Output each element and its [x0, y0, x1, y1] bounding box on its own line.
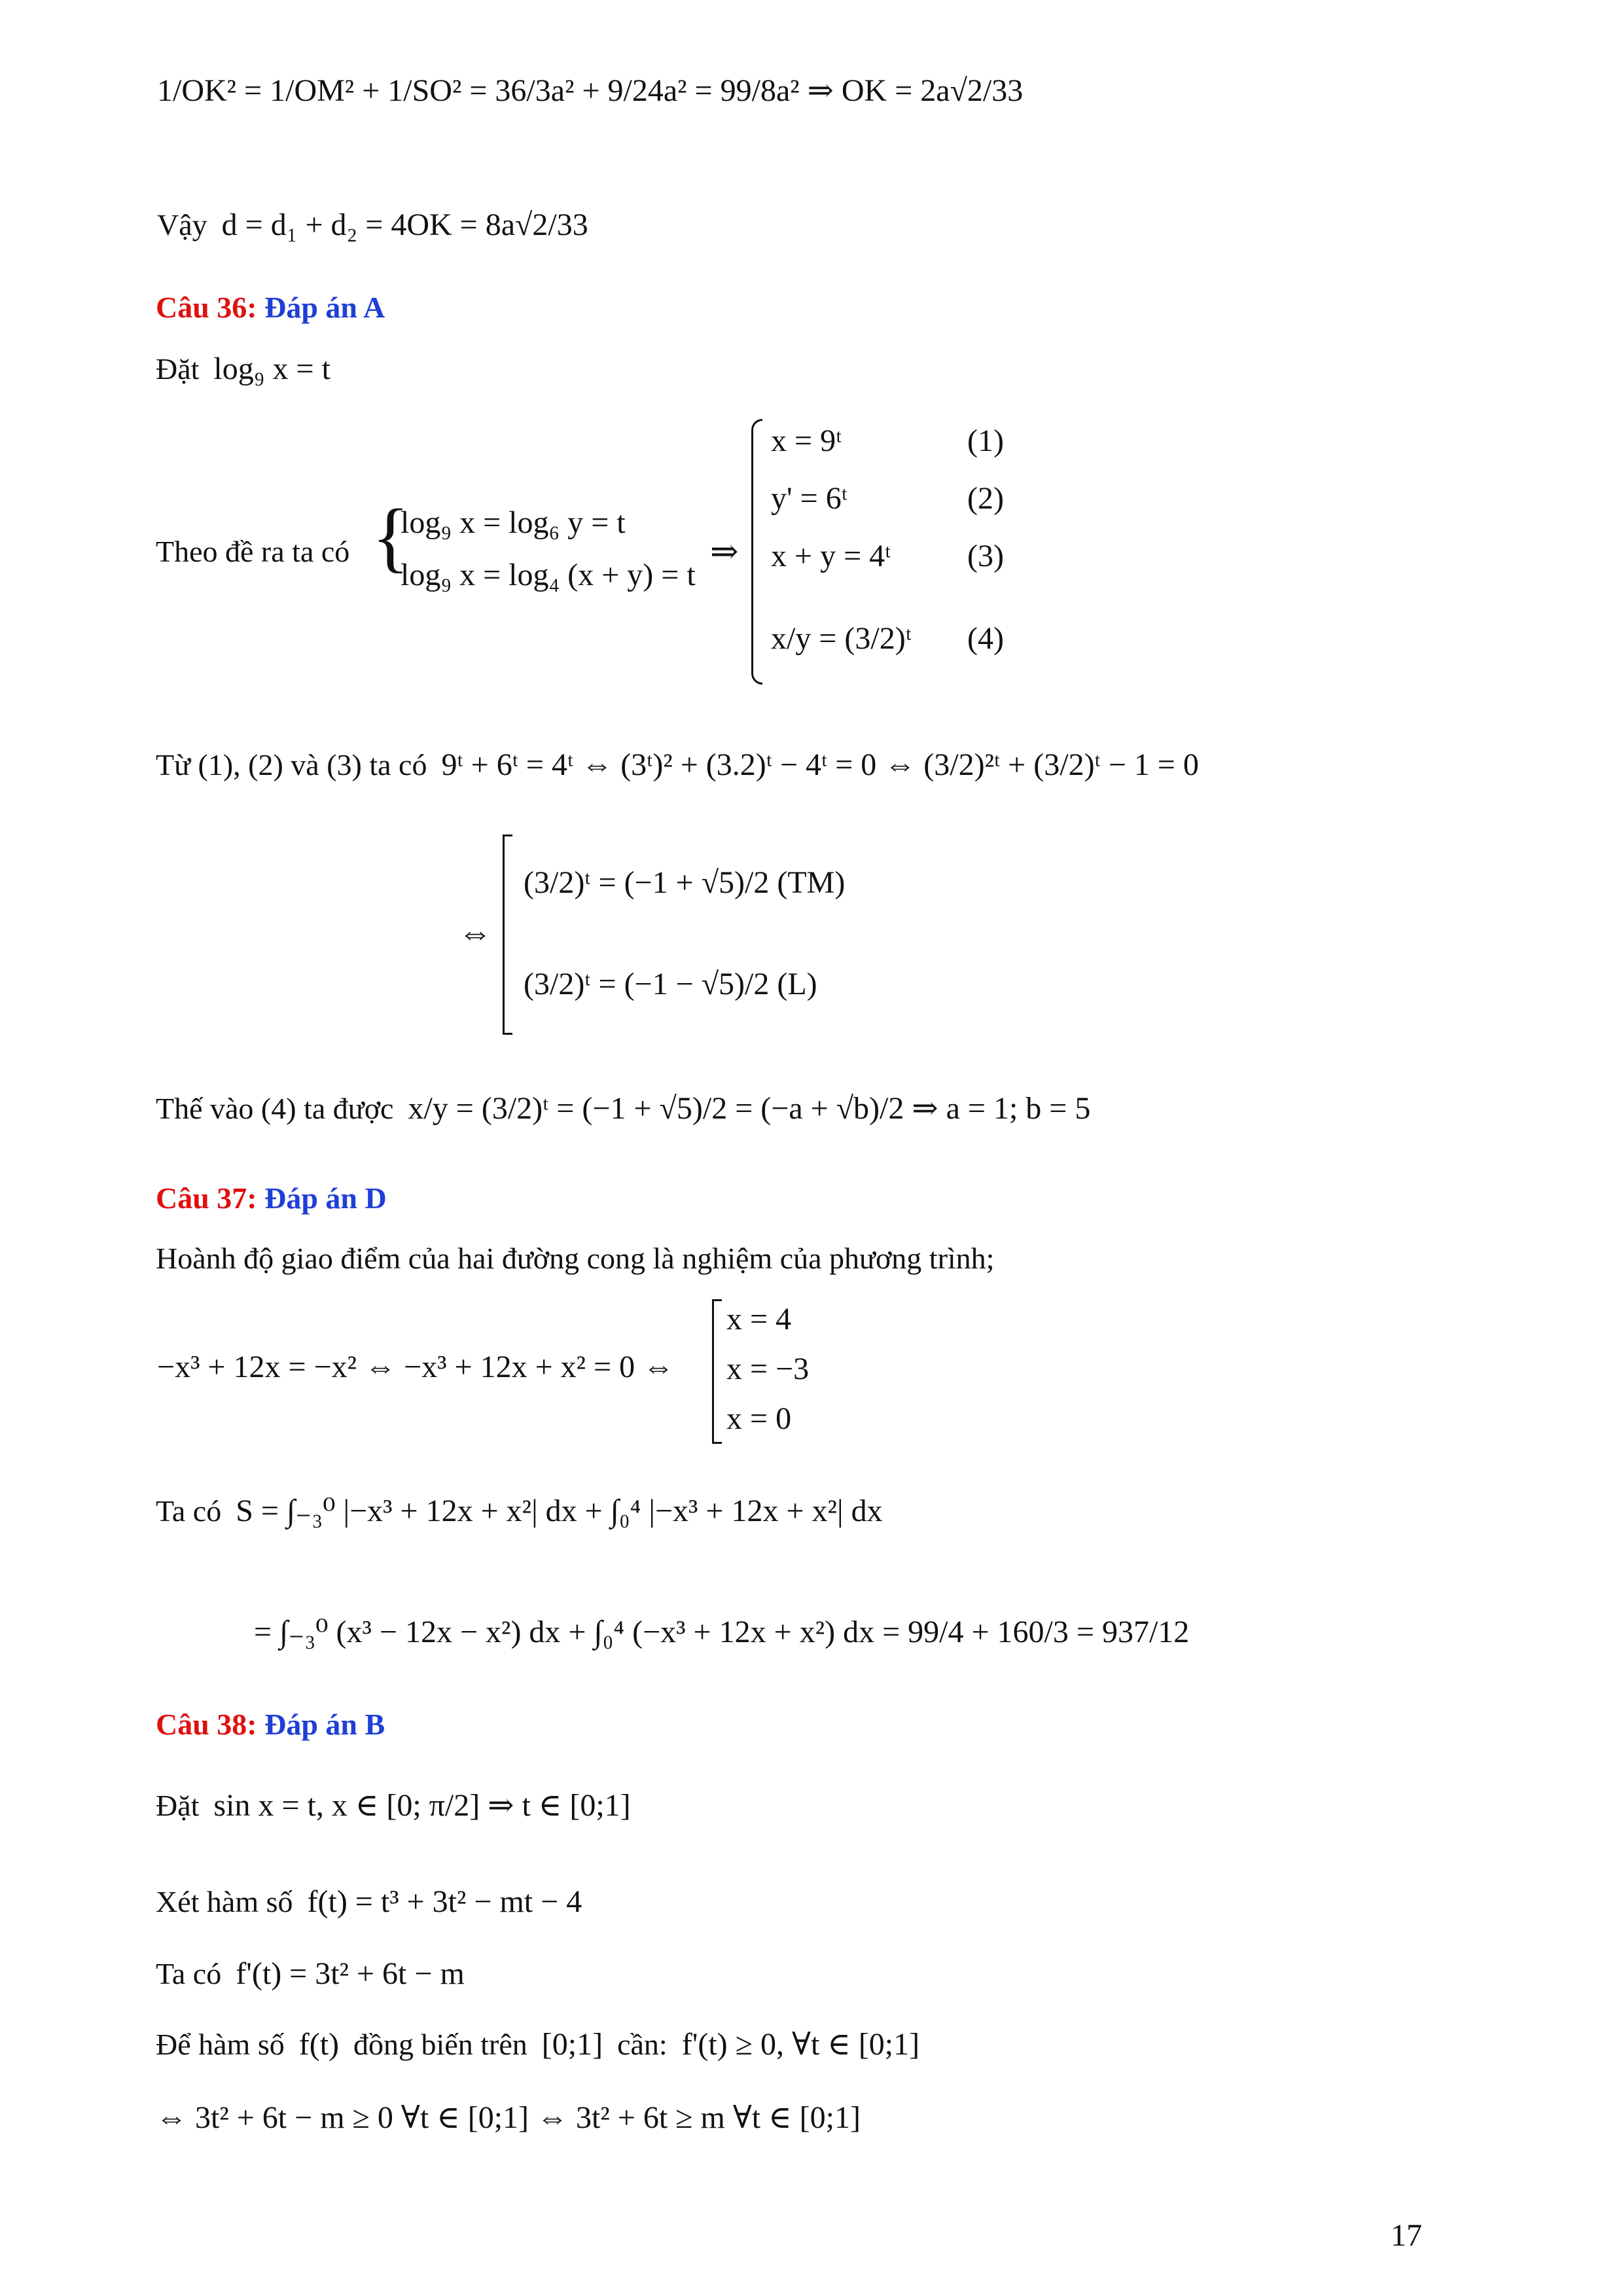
set-log-line [156, 353, 330, 385]
tu-line [156, 749, 1199, 781]
final-equivalence: ⇔ 3t² + 6t − m ≥ 0 ∀t ∈ [0;1] ⇔ 3t² + 6t ≥ m ∀t ∈ [0;1] [156, 2100, 861, 2135]
sys-left-2: log₉ x = log₄ (x + y) = t [401, 558, 696, 592]
q37-intro: Hoành độ giao điểm của hai đường cong là nghiệm của phương trình; [156, 1242, 995, 1275]
derivative-line [156, 1958, 465, 1990]
de-interval: [0;1] [541, 2027, 603, 2062]
set-prefix: Đặt [156, 352, 200, 386]
right-brace [751, 419, 762, 685]
area-line-1 [156, 1496, 883, 1527]
roots-bracket [712, 1299, 722, 1444]
label-1: (1) [967, 423, 1004, 458]
sys-right-1: x = 9ᵗ [771, 423, 842, 458]
derivative-math: f'(t) = 3t² + 6t − m [236, 1956, 465, 1991]
answer-label: Đáp án B [264, 1708, 385, 1741]
de-prefix: Để hàm số [156, 2028, 285, 2061]
sys-right-3: x + y = 4ᵗ [771, 539, 891, 573]
xet-prefix: Xét hàm số [156, 1885, 293, 1918]
conclusion-prefix: Vậy [157, 208, 207, 242]
root-1: x = 4 [726, 1302, 792, 1336]
area-integral-1: S = ∫₋₃⁰ |−x³ + 12x + x²| dx + ∫₀⁴ |−x³ + 12x + x²| dx [236, 1494, 883, 1528]
equiv-arrow: ⇔ [458, 914, 492, 952]
heading-cau-38 [156, 1710, 385, 1740]
conclusion-line [157, 209, 588, 241]
the-line [156, 1093, 1090, 1124]
page-number: 17 [1391, 2218, 1422, 2253]
condition-line [156, 2029, 919, 2060]
set-math: log₉ x = t [213, 351, 330, 386]
sys-right-4: x/y = (3/2)ᵗ [771, 621, 912, 656]
xet-math: f(t) = t³ + 3t² − mt − 4 [307, 1884, 582, 1919]
tu-prefix: Từ (1), (2) và (3) ta có [156, 748, 427, 781]
xet-line [156, 1886, 582, 1918]
de-condition: f'(t) ≥ 0, ∀t ∈ [0;1] [681, 2027, 920, 2062]
taco-prefix: Ta có [156, 1957, 222, 1990]
area-integral-2: = ∫₋₃⁰ (x³ − 12x − x²) dx + ∫₀⁴ (−x³ + 12x + x²) dx = 99/4 + 160/3 = 937/12 [254, 1615, 1190, 1649]
question-number: Câu 36: [156, 291, 257, 324]
the-prefix: Thế vào (4) ta được [156, 1092, 394, 1125]
q37-equation: −x³ + 12x = −x² ⇔ −x³ + 12x + x² = 0 ⇔ [157, 1350, 675, 1384]
tu-math: 9ᵗ + 6ᵗ = 4ᵗ ⇔ (3ᵗ)² + (3.2)ᵗ − 4ᵗ = 0 ⇔ (3/2)²ᵗ + (3/2)ᵗ − 1 = 0 [441, 747, 1199, 782]
case-2: (3/2)ᵗ = (−1 − √5)/2 (L) [524, 967, 817, 1001]
sys-right-2: y' = 6ᵗ [771, 481, 847, 516]
de-f: f(t) [298, 2027, 340, 2062]
de-can: cần: [617, 2028, 668, 2061]
label-4: (4) [967, 621, 1004, 656]
ok-formula: 1/OK² = 1/OM² + 1/SO² = 36/3a² + 9/24a² = 99/8a² ⇒ OK = 2a√2/33 [157, 73, 1024, 108]
theo-prefix: Theo đề ra ta có [156, 535, 350, 568]
answer-label: Đáp án D [264, 1181, 387, 1215]
or-bracket [503, 834, 512, 1035]
the-math: x/y = (3/2)ᵗ = (−1 + √5)/2 = (−a + √b)/2 ⇒ a = 1; b = 5 [408, 1091, 1091, 1126]
label-2: (2) [967, 481, 1004, 516]
set-prefix: Đặt [156, 1789, 200, 1822]
question-number: Câu 37: [156, 1181, 257, 1215]
question-number: Câu 38: [156, 1708, 257, 1741]
set-math: sin x = t, x ∈ [0; π/2] ⇒ t ∈ [0;1] [213, 1788, 631, 1823]
case-1: (3/2)ᵗ = (−1 + √5)/2 (TM) [524, 865, 846, 900]
implies-arrow: ⇒ [710, 533, 739, 571]
distance-formula: d = d₁ + d₂ = 4OK = 8a√2/33 [221, 207, 588, 242]
taco-prefix: Ta có [156, 1494, 222, 1528]
root-2: x = −3 [726, 1352, 810, 1386]
left-brace: { [372, 493, 410, 580]
set-sin-line [156, 1790, 631, 1821]
sys-left-1: log₉ x = log₆ y = t [401, 505, 626, 540]
answer-label: Đáp án A [264, 291, 385, 324]
label-3: (3) [967, 539, 1004, 573]
de-mid: đồng biến trên [353, 2028, 527, 2061]
heading-cau-37 [156, 1183, 387, 1213]
root-3: x = 0 [726, 1401, 792, 1436]
heading-cau-36 [156, 293, 385, 323]
